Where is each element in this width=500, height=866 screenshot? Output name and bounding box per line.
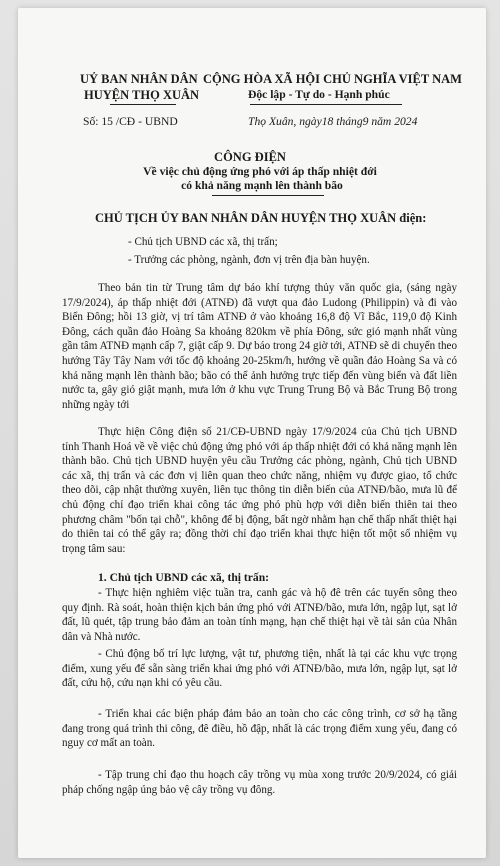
agency-name: UỶ BAN NHÂN DÂN bbox=[80, 72, 198, 86]
national-title: CỘNG HÒA XÃ HỘI CHỦ NGHĨA VIỆT NAM bbox=[203, 72, 462, 86]
recipient-1: - Chủ tịch UBND các xã, thị trấn; bbox=[128, 236, 278, 248]
paragraph-forecast: Theo bản tin từ Trung tâm dự báo khí tượng thủy văn quốc gia, (sáng ngày 17/9/2024), áp thấp nhiệt đới (ATNĐ) đã vượt qua đảo Ludong (Philippin) và đi vào Biển Đông; hồi 13 giờ, vị trí tâm ATNĐ ở vào khoảng 16,8 độ Vĩ Bắc, 119,0 độ Kinh Đông, cách quần đảo Hoàng Sa khoảng 820km về phía Đông, sức gió mạnh nhất vùng gần tâm ATNĐ mạnh cấp 7, giật cấp 9. Dự báo trong 24 giờ tới, ATNĐ sẽ di chuyển theo hướng Tây Tây Nam với tốc độ khoảng 20-25km/h, hướng về quần đảo Hoàng Sa và có khả năng mạnh lên thành bão; bão có thể ảnh hưởng trực tiếp đến vùng biển và đất liền nước ta, gây gió giật mạnh, mưa lớn ở khu vực Trung Trung Bộ và Bắc Trung Bộ trong những ngày tới bbox=[62, 282, 457, 411]
paragraph-directive: Thực hiện Công điện số 21/CĐ-UBND ngày 17/9/2024 của Chủ tịch UBND tỉnh Thanh Hoá về về việc chủ động ứng phó với áp thấp nhiệt đới có khả năng mạnh lên thành bão. Chủ tịch UBND huyện yêu cầu Trưởng các phòng, ngành, Chủ tịch UBND các xã, thị trấn và các đơn vị liên quan theo chức năng, nhiệm vụ được giao, tổ chức theo dõi, cập nhật thường xuyên, liên tục thông tin diễn biến của ATNĐ/bão, mưa lũ để chủ động chỉ đạo triển khai công tác ứng phó phù hợp với diễn biến thiên tai theo phương châm "bốn tại chỗ", không để bị động, bất ngờ nhằm hạn chế thấp nhất thiệt hại do thiên tai có thể gây ra; đồng thời chỉ đạo triển khai thực hiện tốt một số nhiệm vụ trọng tâm sau: bbox=[62, 426, 457, 555]
header-left-underline bbox=[110, 104, 176, 105]
task-bullet-3: - Triển khai các biện pháp đảm bảo an toàn cho các công trình, cơ sở hạ tầng đang trong quá trình thi công, đê điều, hồ đập, nhất là các trọng điểm xung yếu, đang có nguy cơ mất an toàn. bbox=[62, 708, 457, 750]
header-right-underline bbox=[250, 104, 402, 105]
recipient-2: - Trưởng các phòng, ngành, đơn vị trên địa bàn huyện. bbox=[128, 254, 370, 266]
document-date: Thọ Xuân, ngày18 tháng9 năm 2024 bbox=[248, 115, 418, 128]
task-bullet-4: - Tập trung chỉ đạo thu hoạch cây trồng vụ mùa xong trước 20/9/2024, có giải pháp chống ngập úng bảo vệ cây trồng vụ đông. bbox=[62, 769, 457, 796]
sender-line: CHỦ TỊCH ỦY BAN NHÂN DÂN HUYỆN THỌ XUÂN điện: bbox=[95, 211, 427, 225]
document-number: Số: 15 /CĐ - UBND bbox=[83, 115, 178, 128]
district-name: HUYỆN THỌ XUÂN bbox=[84, 88, 200, 102]
task-bullet-2: - Chủ động bố trí lực lượng, vật tư, phương tiện, nhất là tại các khu vực trọng điểm, xung yếu để sẵn sàng triển khai ứng phó với ATNĐ/bão, mưa lớn, ngập lụt, sạt lở đất, cứu hộ, cứu nạn khi có yêu cầu. bbox=[62, 648, 457, 690]
subject-underline bbox=[212, 195, 324, 196]
subject-line-2: có khả năng mạnh lên thành bão bbox=[181, 179, 343, 192]
section-heading-1: 1. Chủ tịch UBND các xã, thị trấn: bbox=[98, 571, 270, 584]
subject-line-1: Về việc chủ động ứng phó với áp thấp nhiệt đới bbox=[143, 165, 377, 178]
national-motto: Độc lập - Tự do - Hạnh phúc bbox=[248, 88, 390, 101]
task-bullet-1: - Thực hiện nghiêm việc tuần tra, canh gác và hộ đê trên các tuyến sông theo quy định. Rà soát, hoàn thiện kịch bản ứng phó với ATNĐ/bão, mưa lớn, ngập lụt, sạt lở đất, lũ quét, tập trung bảo đảm an toàn tính mạng, hạn chế thiệt hại về tài sản của Nhân dân và Nhà nước. bbox=[62, 587, 457, 643]
document-type: CÔNG ĐIỆN bbox=[214, 150, 286, 164]
